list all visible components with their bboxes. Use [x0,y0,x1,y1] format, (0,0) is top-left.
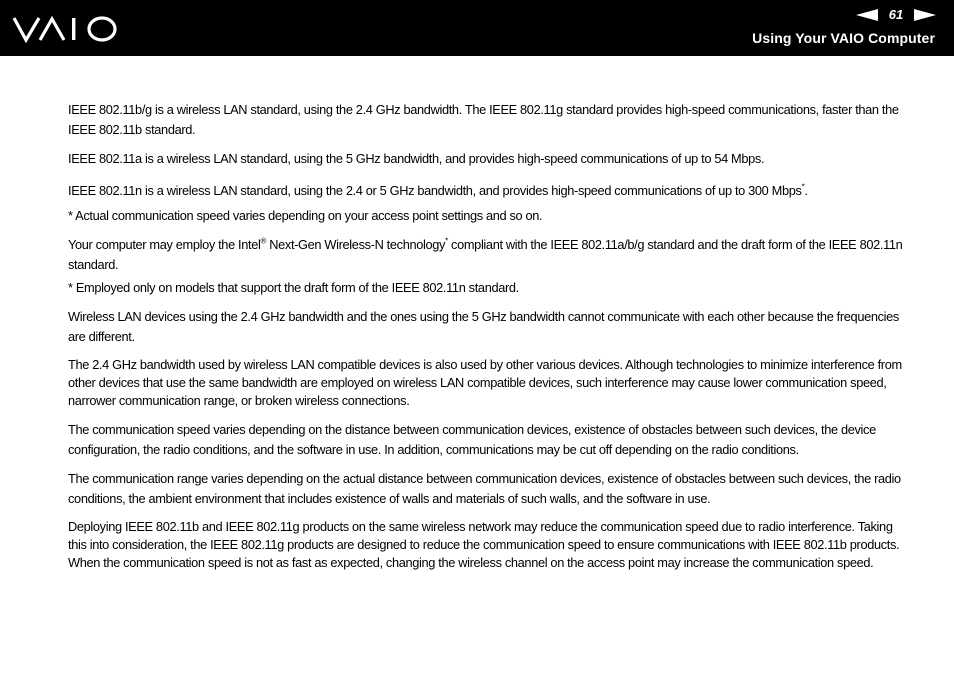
paragraph-mixed-network: Deploying IEEE 802.11b and IEEE 802.11g products on the same wireless network may reduce the communication speed due to radio interference. Taking this into consideration, the IEEE 802.11g products are designed to reduce the communication speed to ensure communications with IEEE 802.11b products. When the communication speed is not as fast as expected, changing the wireless channel on the access point may increase the communication speed. [68,519,900,570]
page-number: 61 [888,7,904,22]
vaio-logo [12,14,122,44]
paragraph-intel-c: compliant with the IEEE 802.11a/b/g standard and the draft form of the IEEE 802.11n standard. [68,237,903,272]
vaio-logo-icon [12,14,122,44]
paragraph-80211n-text: IEEE 802.11n is a wireless LAN standard, using the 2.4 or 5 GHz bandwidth, and provides high-speed communications of up to 300 Mbps [68,182,802,198]
page-navigation [856,7,936,22]
paragraph-80211n [68,181,914,201]
page-body [68,100,914,582]
paragraph-80211bg: IEEE 802.11b/g is a wireless LAN standard, using the 2.4 GHz bandwidth. The IEEE 802.11g standard provides high-speed communications, faster than the IEEE 802.11b standard. [68,102,899,137]
next-page-icon[interactable] [914,9,936,21]
previous-page-icon[interactable] [856,9,878,21]
paragraph-interference: The 2.4 GHz bandwidth used by wireless LAN compatible devices is also used by other various devices. Although technologies to minimize interference from other devices that use the same bandwidth are employed on wireless LAN compatible devices, such interference may cause lower communication speed, narrower communication range, or broken wireless connections. [68,357,902,408]
paragraph-communication-range: The communication range varies depending on the actual distance between communication devices, existence of obstacles between such devices, the radio conditions, the ambient environment that includes existence of walls and materials of such walls, and the software in use. [68,471,901,506]
section-title: Using Your VAIO Computer [752,30,935,46]
paragraph-intel-a: Your computer may employ the Intel [68,237,261,252]
page-header [0,0,954,56]
paragraph-intel-wireless [68,235,914,274]
registered-mark: ® [260,236,267,246]
footnote-speed: * Actual communication speed varies depending on your access point settings and so on. [68,208,543,223]
footnote-marker: * [801,182,805,192]
paragraph-communication-speed: The communication speed varies depending on the distance between communication devices, existence of obstacles between such devices, the device configuration, the radio conditions, and the software in use. In addition, communications may be cut off depending on the radio conditions. [68,422,876,457]
footnote-draft-models: * Employed only on models that support the draft form of the IEEE 802.11n standard. [68,280,519,295]
footnote-marker: * [445,236,448,246]
paragraph-bandwidth-incompatible: Wireless LAN devices using the 2.4 GHz bandwidth and the ones using the 5 GHz bandwidth cannot communicate with each other because the frequencies are different. [68,309,899,344]
paragraph-80211n-end: . [804,182,808,198]
paragraph-80211a: IEEE 802.11a is a wireless LAN standard, using the 5 GHz bandwidth, and provides high-speed communications of up to 54 Mbps. [68,151,765,166]
paragraph-intel-b: Next-Gen Wireless-N technology [266,237,446,252]
